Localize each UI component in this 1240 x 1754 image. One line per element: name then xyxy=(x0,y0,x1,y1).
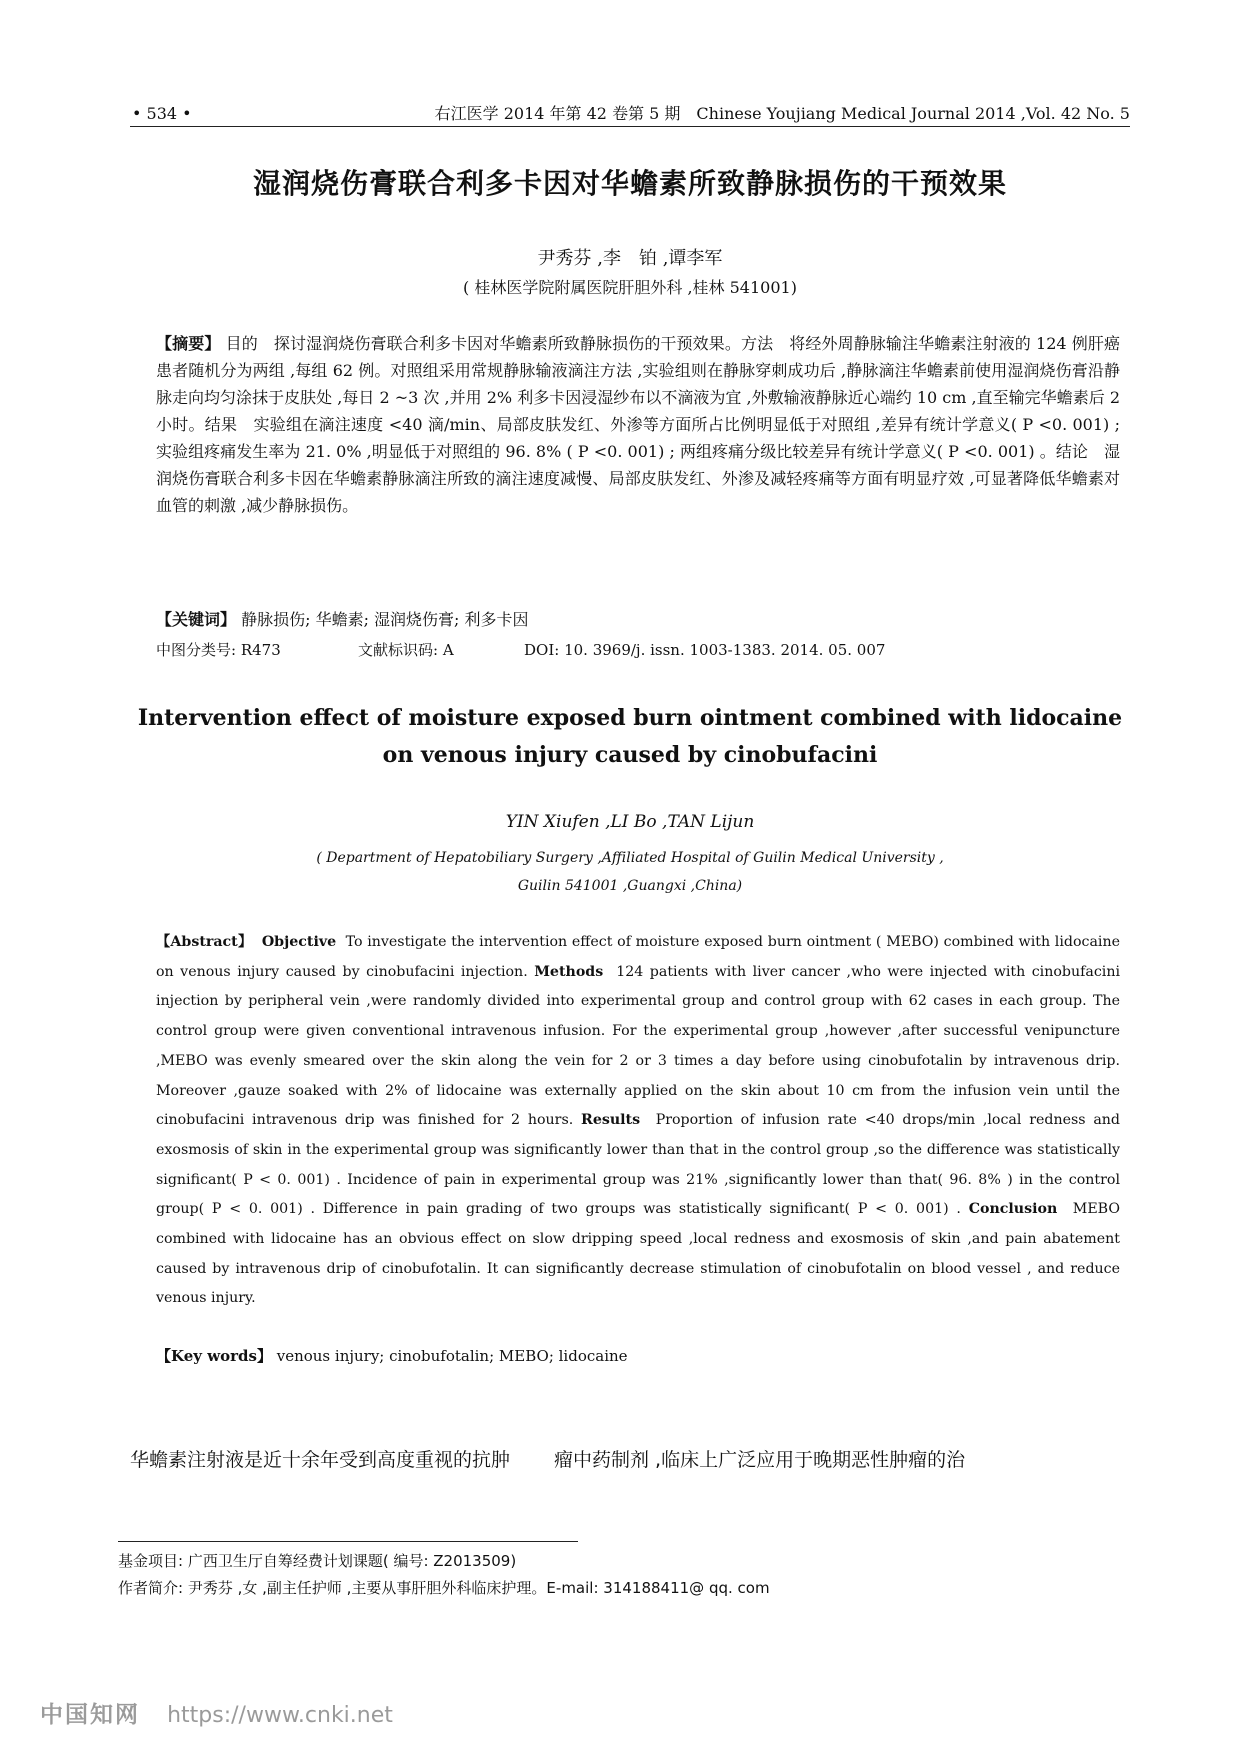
methods-text: 124 patients with liver cancer ,who were injected with cinobufacini injection by peripheral vein ,were randomly divided into experimental group and control group with 62 cases in each group. The control group were given conventional intravenous infusion. For the experimental group ,however ,after successful venipuncture ,MEBO was evenly smeared over the skin along the vein for 2 or 3 times a day before using cinobufotalin by intravenous drip. Moreover ,gauze soaked with 2% of lidocaine was externally applied on the skin about 10 cm from the infusion vein until the cinobufacini intravenous drip was finished for 2 hours. xyxy=(156,963,1120,1129)
authors-en: YIN Xiufen ,LI Bo ,TAN Lijun xyxy=(505,812,755,832)
body-text-part2: 瘤中药制剂 ,临床上广泛应用于晚期恶性肿瘤的治 xyxy=(554,1449,966,1471)
abstract-cn-text: 目的 探讨湿润烧伤膏联合利多卡因对华蟾素所致静脉损伤的干预效果。方法 将经外周静脉输注华蟾素注射液的 124 例肝癌患者随机分为两组 ,每组 62 例。对照组采用常规静脉输液滴注方法 ,实验组则在静脉穿刺成功后 ,静脉滴注华蟾素前使用湿润烧伤膏沿静脉走向均匀涂抹于皮肤处 ,每日 2 ~3 次 ,并用 2% 利多卡因浸湿纱布以不滴液为宜 ,外敷输液静脉近心端约 10 cm ,直至输完华蟾素后 2 小时。结果 实验组在滴注速度 <40 滴/min、局部皮肤发红、外渗等方面所占比例明显低于对照组 ,差异有统计学意义( P <0. 001) ; 实验组疼痛发生率为 21. 0% ,明显低于对照组的 96. 8% ( P <0. 001) ; 两组疼痛分级比较差异有统计学意义( P <0. 001) 。结论 湿润烧伤膏联合利多卡因在华蟾素静脉滴注所致的滴注速度减慢、局部皮肤发红、外渗及减轻疼痛等方面有明显疗效 ,可显著降低华蟾素对血管的刺激 ,减少静脉损伤。 xyxy=(156,334,1120,515)
fund-footnote: 基金项目: 广西卫生厅自筹经费计划课题( 编号: Z2013509) xyxy=(118,1552,517,1570)
doi: DOI: 10. 3969/j. issn. 1003-1383. 2014. 05. 007 xyxy=(524,641,886,659)
cnki-watermark xyxy=(40,1696,393,1729)
results-text: Proportion of infusion rate <40 drops/min ,local redness and exosmosis of skin in the experimental group was significantly lower than that in the control group ,so the difference was statistically significant( P < 0. 001) . Incidence of pain in experimental group was 21% ,significantly lower than that( 96. 8% ) in the control group( P < 0. 001) . Difference in pain grading of two groups was statistically significant( P < 0. 001) . xyxy=(156,1112,1121,1218)
affiliation-en xyxy=(250,844,1010,900)
abstract-cn-label: 【摘要】 xyxy=(156,334,221,353)
conclusion-text: MEBO combined with lidocaine has an obvious effect on slow dripping speed ,local redness and exosmosis of skin ,and pain abatement caused by intravenous drip of cinobufotalin. It can significantly decrease stimulation of cinobufotalin on blood vessel , and reduce venous injury. xyxy=(156,1201,1121,1307)
abstract-en xyxy=(156,928,1120,1314)
keywords-cn xyxy=(156,608,1120,632)
body-text-part1: 华蟾素注射液是近十余年受到高度重视的抗肿 xyxy=(130,1449,511,1471)
author-bio-footnote: 作者简介: 尹秀芬 ,女 ,副主任护师 ,主要从事肝胆外科临床护理。E-mail: 314188411@ qq. com xyxy=(118,1579,770,1597)
cnki-url: https://www.cnki.net xyxy=(167,1703,393,1728)
footnotes xyxy=(118,1548,1130,1602)
keywords-en-text: venous injury; cinobufotalin; MEBO; lidocaine xyxy=(271,1347,628,1365)
objective-text: To investigate the intervention effect of moisture exposed burn ointment ( MEBO) combined with lidocaine on venous injury caused by cinobufacini injection. xyxy=(156,934,1120,980)
objective-label: Objective xyxy=(261,934,337,950)
results-label: Results xyxy=(581,1112,641,1129)
keywords-en xyxy=(156,1344,1120,1368)
keywords-en-label: 【Key words】 xyxy=(156,1347,272,1365)
affiliation-en-line: ( Department of Hepatobiliary Surgery ,Affiliated Hospital of Guilin Medical University , xyxy=(316,850,944,866)
keywords-cn-text: 静脉损伤; 华蟾素; 湿润烧伤膏; 利多卡因 xyxy=(236,610,529,629)
title-en-line: Intervention effect of moisture exposed burn ointment combined with lidocaine xyxy=(137,705,1123,731)
title-en-line: on venous injury caused by cinobufacini xyxy=(382,742,878,768)
article-title-cn: 湿润烧伤膏联合利多卡因对华蟾素所致静脉损伤的干预效果 xyxy=(252,167,1007,200)
methods-label: Methods xyxy=(534,963,604,980)
clc-number: 中图分类号: R473 xyxy=(156,641,281,659)
running-header xyxy=(130,104,1130,127)
affiliation-en-line: Guilin 541001 ,Guangxi ,China) xyxy=(517,878,743,894)
affiliation-cn: ( 桂林医学院附属医院肝胆外科 ,桂林 541001) xyxy=(463,278,797,297)
article-title-en xyxy=(130,700,1130,774)
conclusion-label: Conclusion xyxy=(968,1201,1058,1218)
document-code: 文献标识码: A xyxy=(358,641,454,659)
footnote-divider xyxy=(118,1541,578,1542)
body-paragraph-start xyxy=(130,1446,1130,1474)
abstract-en-label: 【Abstract】 xyxy=(156,934,253,950)
authors-cn: 尹秀芬 ,李 铂 ,谭李军 xyxy=(537,248,723,269)
cnki-logo: 中国知网 xyxy=(40,1702,140,1728)
abstract-cn xyxy=(156,330,1120,519)
journal-citation: 右江医学 2014 年第 42 卷第 5 期 Chinese Youjiang Medical Journal 2014 ,Vol. 42 No. 5 xyxy=(434,104,1130,123)
keywords-cn-label: 【关键词】 xyxy=(156,610,237,629)
page-number: • 534 • xyxy=(132,104,192,123)
